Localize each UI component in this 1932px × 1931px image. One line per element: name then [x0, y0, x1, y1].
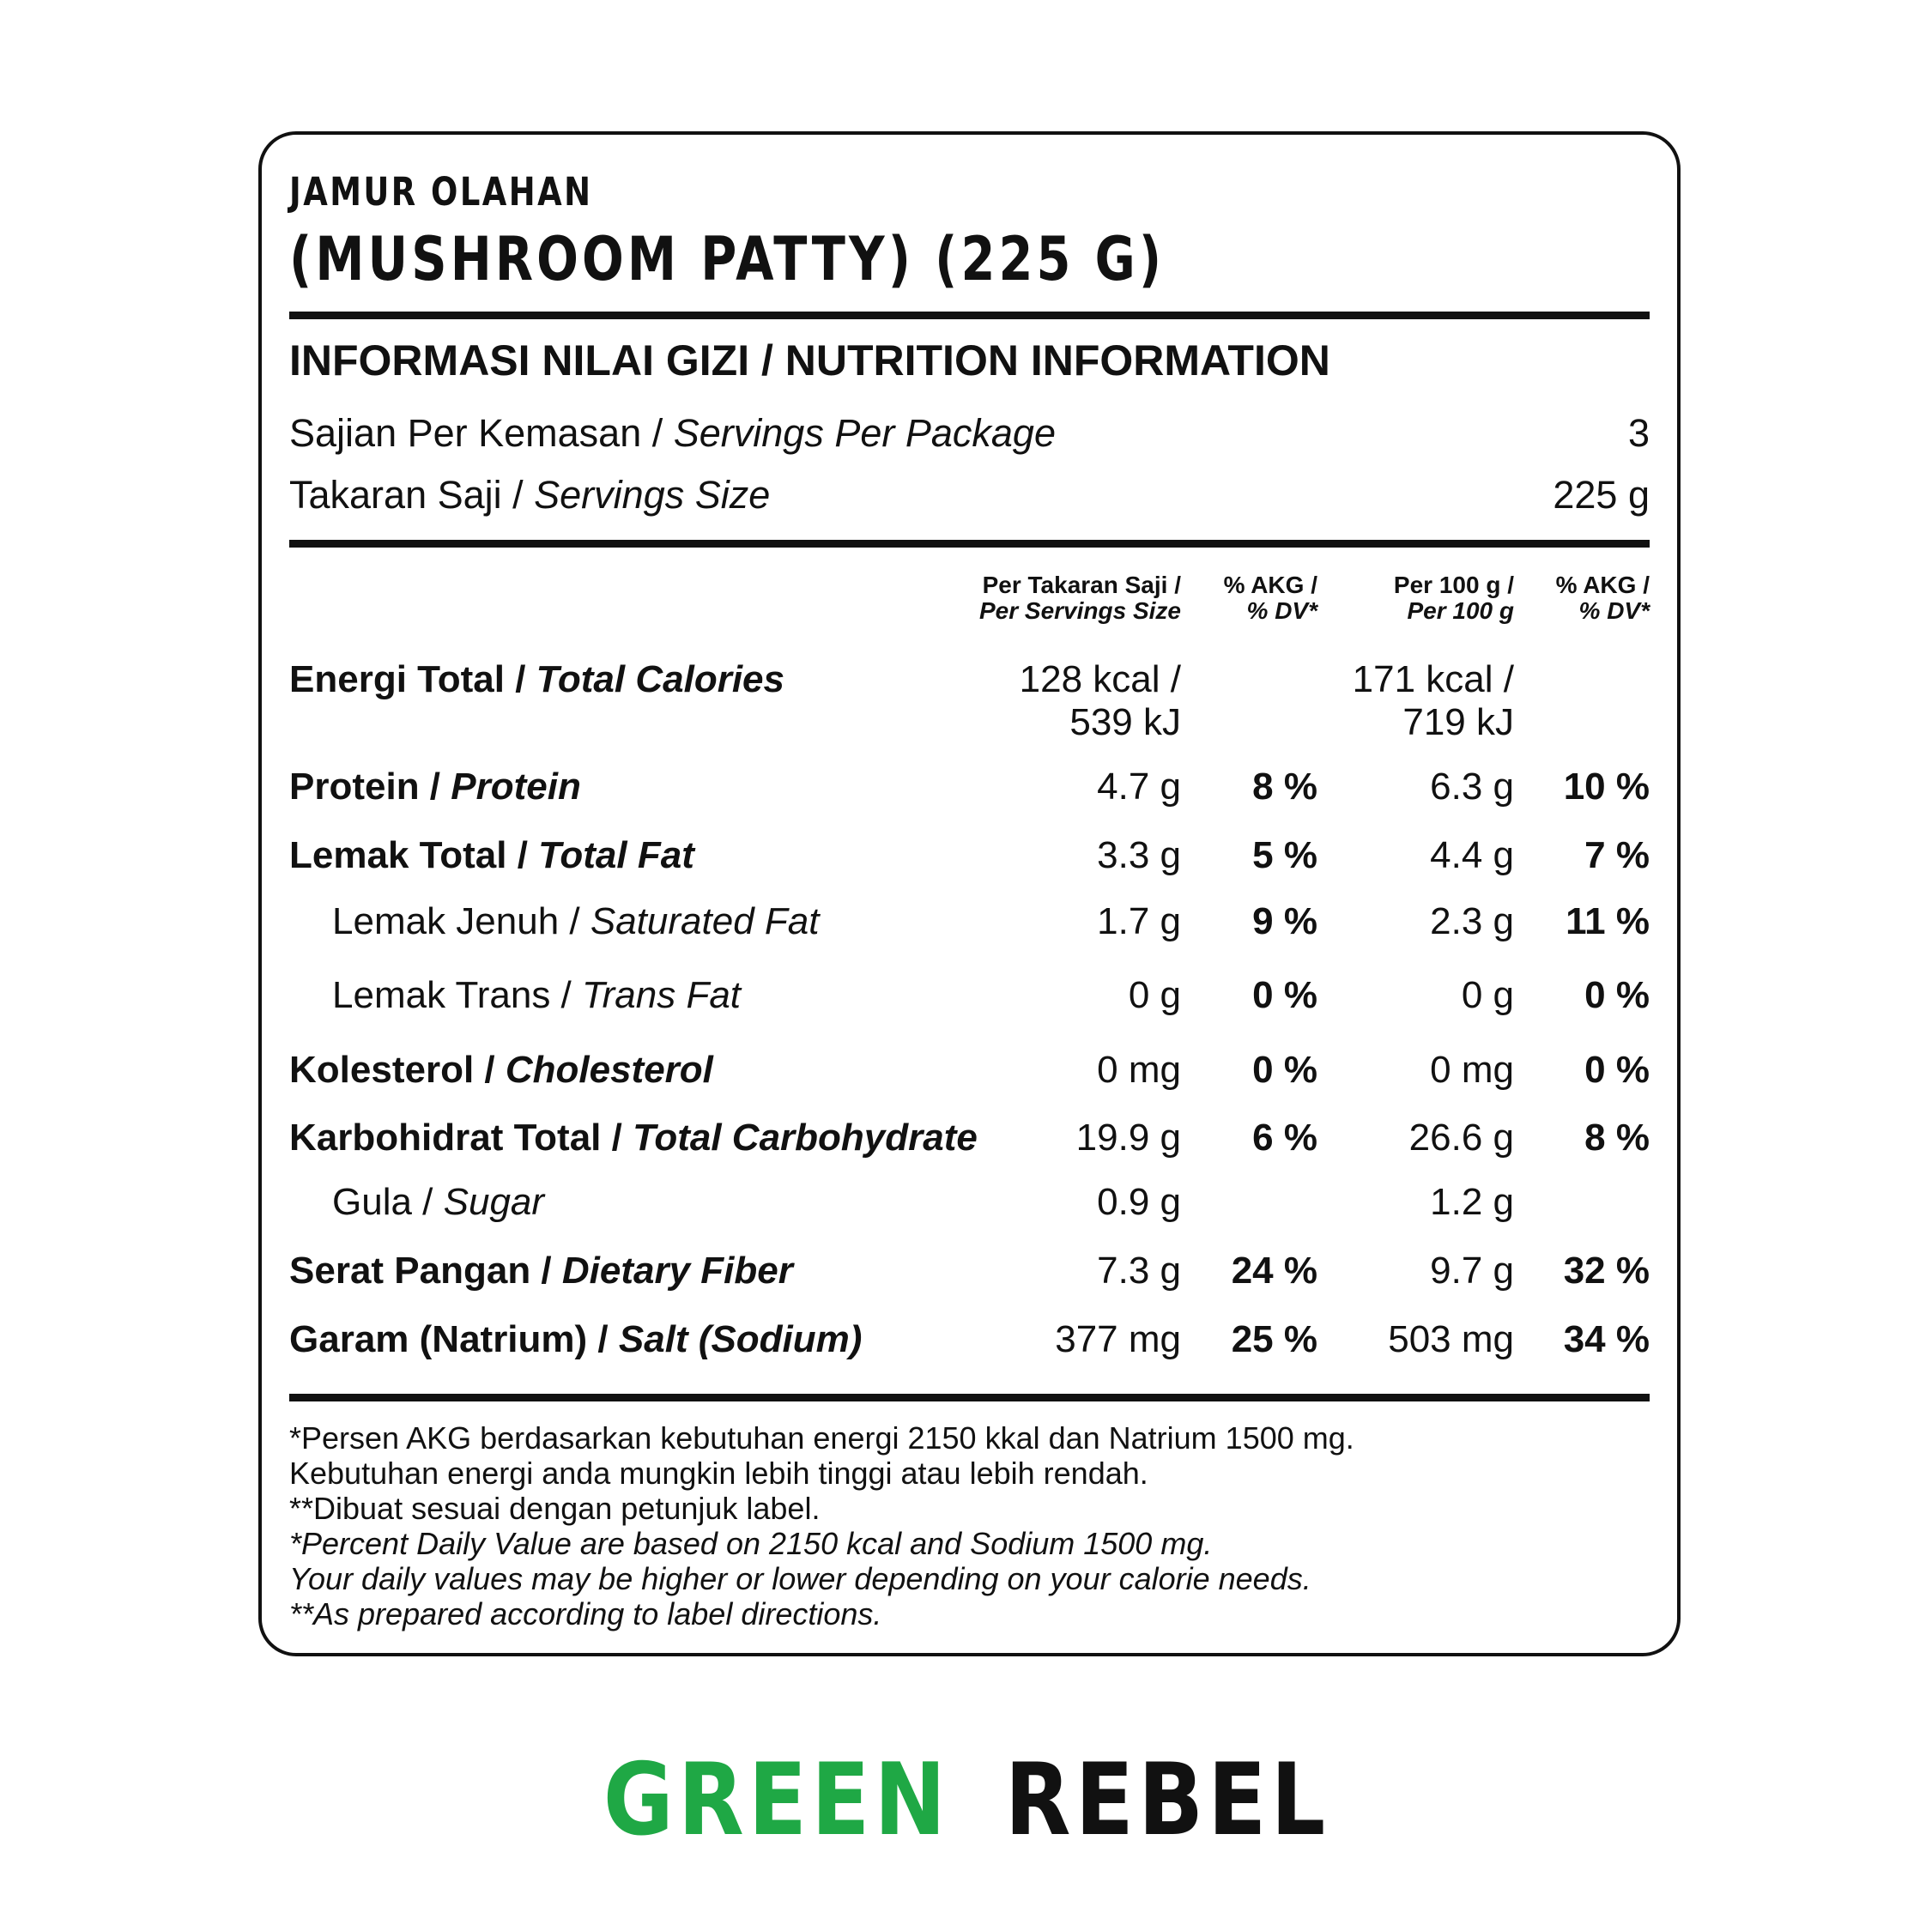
serving-size-row: [289, 473, 1650, 518]
dv-serving-value: 8 %: [1252, 766, 1317, 808]
per-serving-value: 0 g: [1128, 974, 1181, 1016]
nutrient-label: Lemak Trans / Trans Fat: [332, 974, 742, 1016]
energy-per-100g: 171 kcal / 719 kJ: [1352, 658, 1514, 743]
per-serving-value: 3.3 g: [1097, 834, 1181, 876]
servings-per-package-label-en: Servings Per Package: [673, 411, 1056, 455]
dv-serving-value: 24 %: [1231, 1250, 1317, 1292]
servings-per-package-label: Sajian Per Kemasan /: [289, 411, 674, 455]
footnote-line: *Percent Daily Value are based on 2150 kcal and Sodium 1500 mg.: [289, 1526, 1213, 1561]
column-header-per-100g: Per 100 g / Per 100 g: [1393, 572, 1514, 624]
per-100g-value: 4.4 g: [1430, 834, 1514, 876]
serving-size-value: 225 g: [1553, 473, 1650, 517]
nutrition-panel: [258, 131, 1681, 1656]
per-serving-value: 7.3 g: [1097, 1250, 1181, 1292]
brand-logo-rebel: REBEL: [1005, 1742, 1330, 1858]
dv-100g-value: 11 %: [1566, 900, 1650, 942]
dv-100g-value: 0 %: [1584, 1049, 1650, 1091]
nutrient-label: Serat Pangan / Dietary Fiber: [289, 1250, 793, 1292]
product-title-line1: JAMUR OLAHAN: [289, 169, 593, 215]
footnotes: [289, 1420, 1354, 1631]
energy-per-serving: 128 kcal / 539 kJ: [1019, 658, 1181, 743]
dv-100g-value: 32 %: [1563, 1250, 1650, 1292]
divider-top: [289, 312, 1650, 319]
energy-label: Energi Total / Total Calories: [289, 658, 784, 700]
serving-size-label: Takaran Saji /: [289, 473, 535, 517]
nutrient-label: Karbohidrat Total / Total Carbohydrate: [289, 1117, 978, 1159]
divider-middle: [289, 540, 1650, 548]
per-100g-value: 0 mg: [1430, 1049, 1514, 1091]
footnote-line: *Persen AKG berdasarkan kebutuhan energi 2150 kkal dan Natrium 1500 mg.: [289, 1420, 1354, 1456]
dv-100g-value: 8 %: [1584, 1117, 1650, 1159]
per-serving-value: 1.7 g: [1097, 900, 1181, 942]
dv-100g-value: 0 %: [1584, 974, 1650, 1016]
footnote-line: **As prepared according to label directions.: [289, 1596, 882, 1631]
per-serving-value: 0 mg: [1097, 1049, 1181, 1091]
brand-logo-green: GREEN: [603, 1742, 951, 1858]
column-header-dv-100g: % AKG / % DV*: [1555, 572, 1650, 624]
per-serving-value: 19.9 g: [1075, 1117, 1181, 1159]
nutrient-label: Lemak Total / Total Fat: [289, 834, 694, 876]
servings-per-package-row: [289, 411, 1650, 456]
column-header-dv-serving: % AKG / % DV*: [1223, 572, 1317, 624]
per-serving-value: 377 mg: [1055, 1318, 1181, 1360]
product-title-line2: (MUSHROOM PATTY) (225 G): [289, 224, 1166, 294]
nutrient-label: Kolesterol / Cholesterol: [289, 1049, 713, 1091]
nutrient-label: Protein / Protein: [289, 766, 581, 808]
dv-serving-value: 0 %: [1252, 974, 1317, 1016]
footnote-line: Kebutuhan energi anda mungkin lebih tinggi atau lebih rendah.: [289, 1456, 1148, 1491]
divider-bottom: [289, 1394, 1650, 1401]
nutrient-label: Garam (Natrium) / Salt (Sodium): [289, 1318, 863, 1360]
per-serving-value: 0.9 g: [1097, 1181, 1181, 1223]
dv-100g-value: 10 %: [1563, 766, 1650, 808]
servings-per-package-value: 3: [1627, 411, 1650, 455]
dv-serving-value: 9 %: [1252, 900, 1317, 942]
dv-100g-value: 7 %: [1584, 834, 1650, 876]
nutrient-label: Gula / Sugar: [332, 1181, 545, 1223]
nutrient-label: Lemak Jenuh / Saturated Fat: [332, 900, 820, 942]
dv-serving-value: 25 %: [1231, 1318, 1317, 1360]
dv-serving-value: 0 %: [1252, 1049, 1317, 1091]
serving-size-label-en: Servings Size: [534, 473, 771, 517]
column-header-per-serving: Per Takaran Saji / Per Servings Size: [978, 572, 1181, 624]
per-serving-value: 4.7 g: [1097, 766, 1181, 808]
per-100g-value: 1.2 g: [1430, 1181, 1514, 1223]
per-100g-value: 0 g: [1461, 974, 1514, 1016]
footnote-line: **Dibuat sesuai dengan petunjuk label.: [289, 1491, 821, 1526]
per-100g-value: 26.6 g: [1408, 1117, 1514, 1159]
footnote-line: Your daily values may be higher or lower depending on your calorie needs.: [289, 1561, 1311, 1596]
per-100g-value: 503 mg: [1388, 1318, 1514, 1360]
per-100g-value: 2.3 g: [1430, 900, 1514, 942]
dv-serving-value: 6 %: [1252, 1117, 1317, 1159]
per-100g-value: 9.7 g: [1430, 1250, 1514, 1292]
nutrition-heading: INFORMASI NILAI GIZI / NUTRITION INFORMATION: [289, 336, 1330, 384]
dv-serving-value: 5 %: [1252, 834, 1317, 876]
per-100g-value: 6.3 g: [1430, 766, 1514, 808]
brand-logo: [0, 1742, 1932, 1858]
dv-100g-value: 34 %: [1563, 1318, 1650, 1360]
